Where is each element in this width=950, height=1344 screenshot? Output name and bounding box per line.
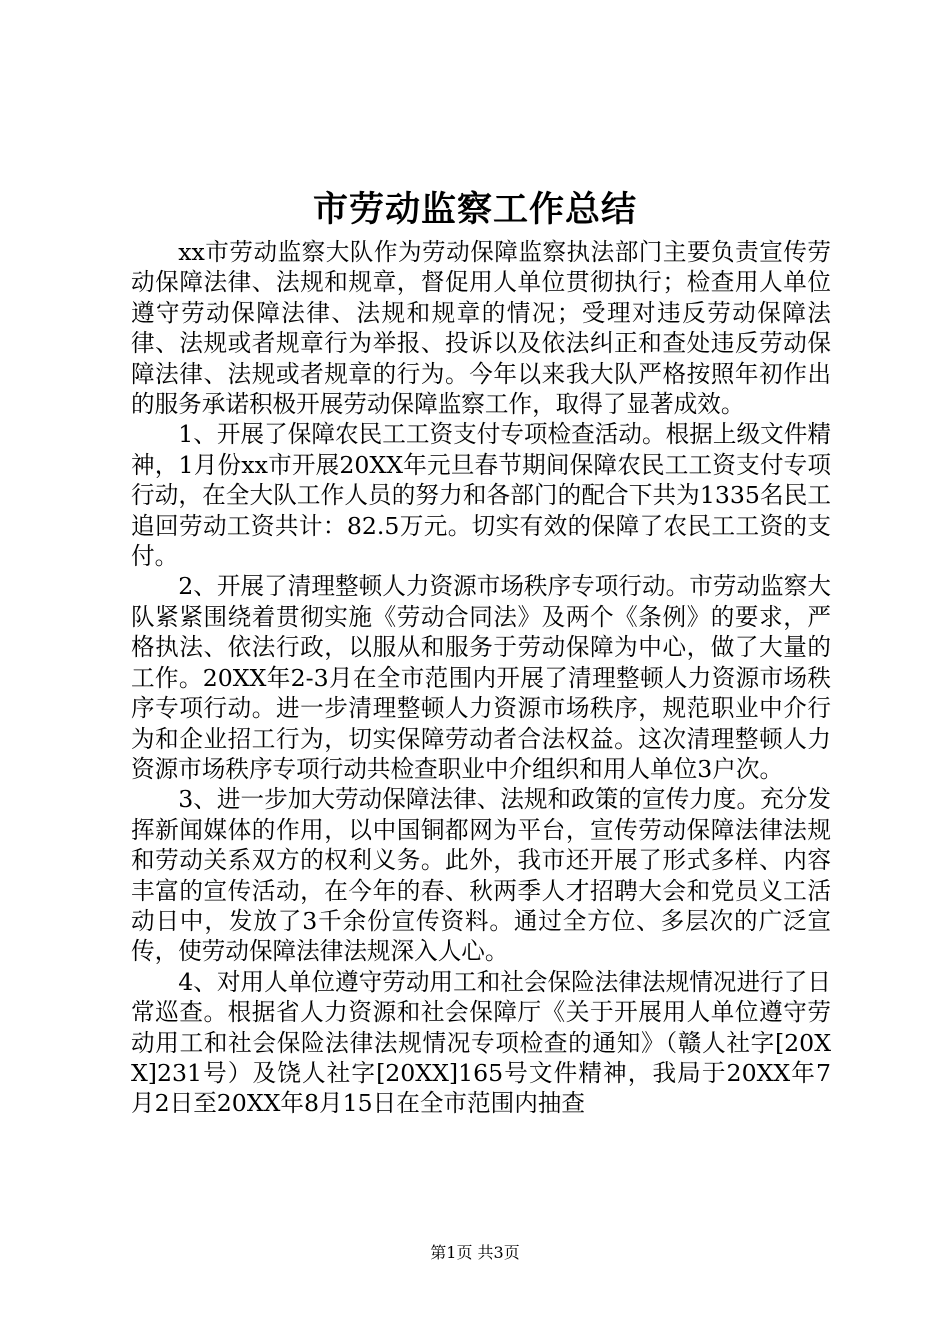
paragraph-item-2: 2、开展了清理整顿人力资源市场秩序专项行动。市劳动监察大队紧紧围绕着贯彻实施《劳动合同法》及两个《条例》的要求，严格执法、依法行政，以服从和服务于劳动保障为中心，做了大量的工作。20XX年2-3月在全市范围内开展了清理整顿人力资源市场秩序专项行动。进一步清理整顿人力资源市场秩序，规范职业中介行为和企业招工行为，切实保障劳动者合法权益。这次清理整顿人力资源市场秩序专项行动共检查职业中介组织和用人单位3户次。 bbox=[131, 572, 831, 783]
page-footer: 第1页 共3页 bbox=[430, 1243, 520, 1262]
document-title: 市劳动监察工作总结 bbox=[312, 189, 637, 230]
document-body bbox=[131, 237, 831, 1119]
paragraph-intro: xx市劳动监察大队作为劳动保障监察执法部门主要负责宣传劳动保障法律、法规和规章，督促用人单位贯彻执行；检查用人单位遵守劳动保障法律、法规和规章的情况；受理对违反劳动保障法律、法规或者规章行为举报、投诉以及依法纠正和查处违反劳动保障法律、法规或者规章的行为。今年以来我大队严格按照年初作出的服务承诺积极开展劳动保障监察工作，取得了显著成效。 bbox=[131, 238, 831, 419]
paragraph-item-3: 3、进一步加大劳动保障法律、法规和政策的宣传力度。充分发挥新闻媒体的作用，以中国铜都网为平台，宣传劳动保障法律法规和劳动关系双方的权利义务。此外，我市还开展了形式多样、内容丰富的宣传活动，在今年的春、秋两季人才招聘大会和党员义工活动日中，发放了3千余份宣传资料。通过全方位、多层次的广泛宣传，使劳动保障法律法规深入人心。 bbox=[131, 785, 831, 966]
paragraph-item-1: 1、开展了保障农民工工资支付专项检查活动。根据上级文件精神，1月份xx市开展20XX年元旦春节期间保障农民工工资支付专项行动，在全大队工作人员的努力和各部门的配合下共为1335名民工追回劳动工资共计：82.5万元。切实有效的保障了农民工工资的支付。 bbox=[131, 420, 831, 571]
paragraph-item-4: 4、对用人单位遵守劳动用工和社会保险法律法规情况进行了日常巡查。根据省人力资源和社会保障厅《关于开展用人单位遵守劳动用工和社会保险法律法规情况专项检查的通知》（赣人社字[20XX]231号）及饶人社字[20XX]165号文件精神，我局于20XX年7月2日至20XX年8月15日在全市范围内抽查 bbox=[131, 967, 831, 1118]
